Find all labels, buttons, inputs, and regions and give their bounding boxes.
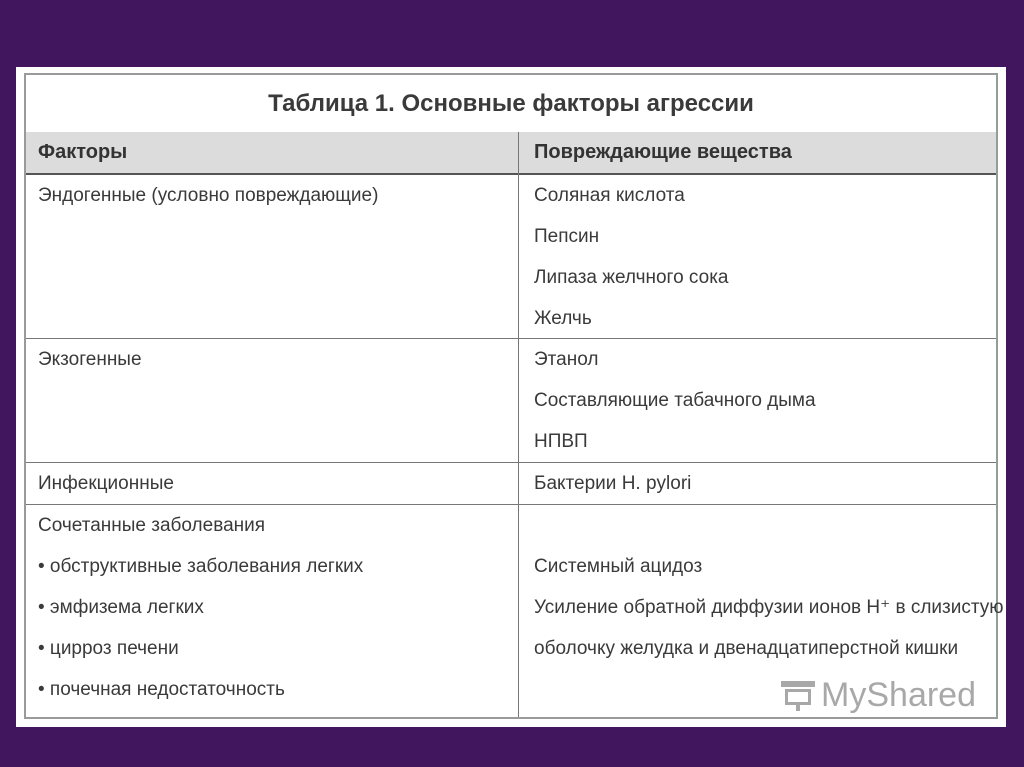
factor-cell (38, 339, 508, 380)
table-row (26, 339, 996, 463)
substance-line: Усиление обратной диффузии ионов H⁺ в слизистую (534, 597, 1004, 618)
substance-line: Пепсин (534, 226, 600, 247)
factor-line: • эмфизема легких (38, 597, 204, 618)
watermark (781, 676, 976, 715)
table-title: Таблица 1. Основные факторы агрессии (26, 75, 996, 134)
table-header (26, 132, 996, 175)
factor-cell (38, 463, 508, 504)
substance-cell (534, 339, 984, 462)
factor-line: Эндогенные (условно повреждающие) (38, 185, 379, 206)
factor-line: • цирроз печени (38, 638, 179, 659)
table-row (26, 175, 996, 339)
substance-line: Этанол (534, 349, 599, 370)
substance-line (534, 505, 984, 546)
factor-line: Инфекционные (38, 473, 174, 494)
table-row (26, 463, 996, 505)
header-substances: Повреждающие вещества (534, 141, 792, 163)
substance-line: Составляющие табачного дыма (534, 390, 816, 411)
substance-cell (534, 505, 1004, 669)
watermark-text: MyShared (821, 676, 976, 714)
substance-cell (534, 463, 984, 504)
substance-line: Липаза желчного сока (534, 267, 729, 288)
substance-line: Соляная кислота (534, 185, 685, 206)
factor-line: Сочетанные заболевания (38, 515, 266, 536)
header-factors: Факторы (38, 141, 128, 163)
slide (16, 67, 1006, 727)
presentation-board-icon (781, 681, 815, 711)
factor-cell (38, 175, 508, 216)
substance-cell (534, 175, 984, 339)
substance-line: НПВП (534, 431, 588, 452)
factor-line: • почечная недостаточность (38, 679, 285, 700)
substance-line: Бактерии H. pylori (534, 473, 692, 494)
factor-line: Экзогенные (38, 349, 142, 370)
substance-line: оболочку желудка и двенадцатиперстной кишки (534, 638, 959, 659)
factor-line: • обструктивные заболевания легких (38, 556, 364, 577)
table-frame (24, 73, 1004, 719)
factor-cell (38, 505, 508, 710)
substance-line: Желчь (534, 308, 592, 329)
substance-line: Системный ацидоз (534, 556, 703, 577)
